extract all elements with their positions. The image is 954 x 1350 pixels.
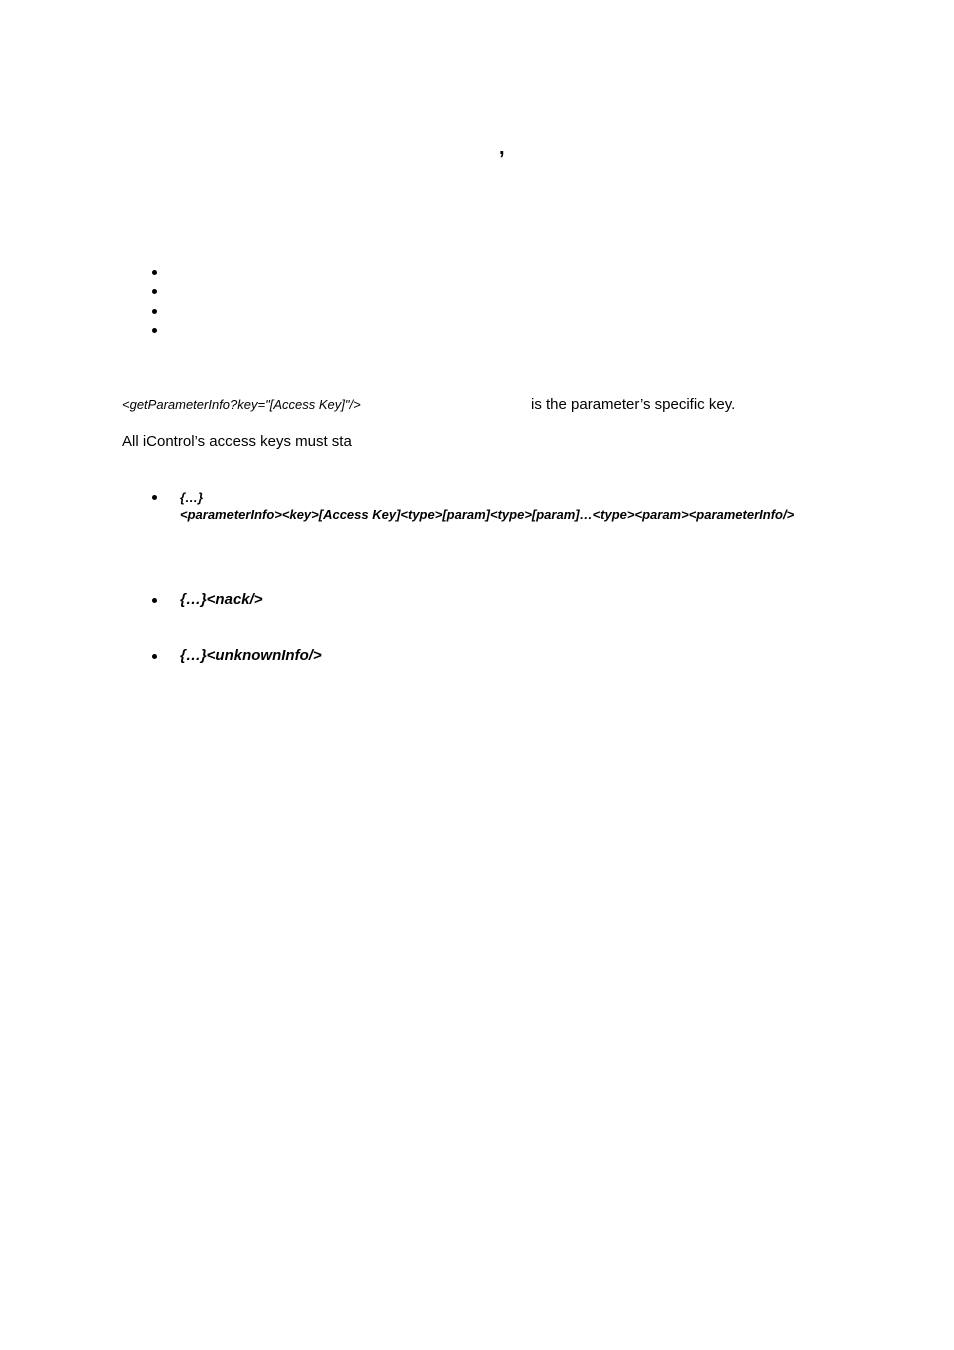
response-bullet	[152, 495, 157, 500]
list-bullet	[152, 309, 157, 314]
response-unknown-info: {…}<unknownInfo/>	[180, 647, 322, 664]
list-bullet	[152, 328, 157, 333]
response-parameter-info: <parameterInfo><key>[Access Key]<type>[param]<type>[param]…<type><param><parameterInfo/>	[180, 507, 795, 522]
request-syntax: <getParameterInfo?key="[Access Key]"/>	[122, 397, 361, 412]
response-nack: {…}<nack/>	[180, 591, 263, 608]
top-comma-mark: ,	[499, 137, 505, 159]
response-bullet	[152, 654, 157, 659]
list-bullet	[152, 289, 157, 294]
response-bullet	[152, 598, 157, 603]
list-bullet	[152, 270, 157, 275]
request-description: is the parameter’s specific key.	[531, 396, 736, 413]
access-keys-note: All iControl’s access keys must sta	[122, 433, 352, 450]
response-prefix: {…}	[180, 490, 204, 505]
